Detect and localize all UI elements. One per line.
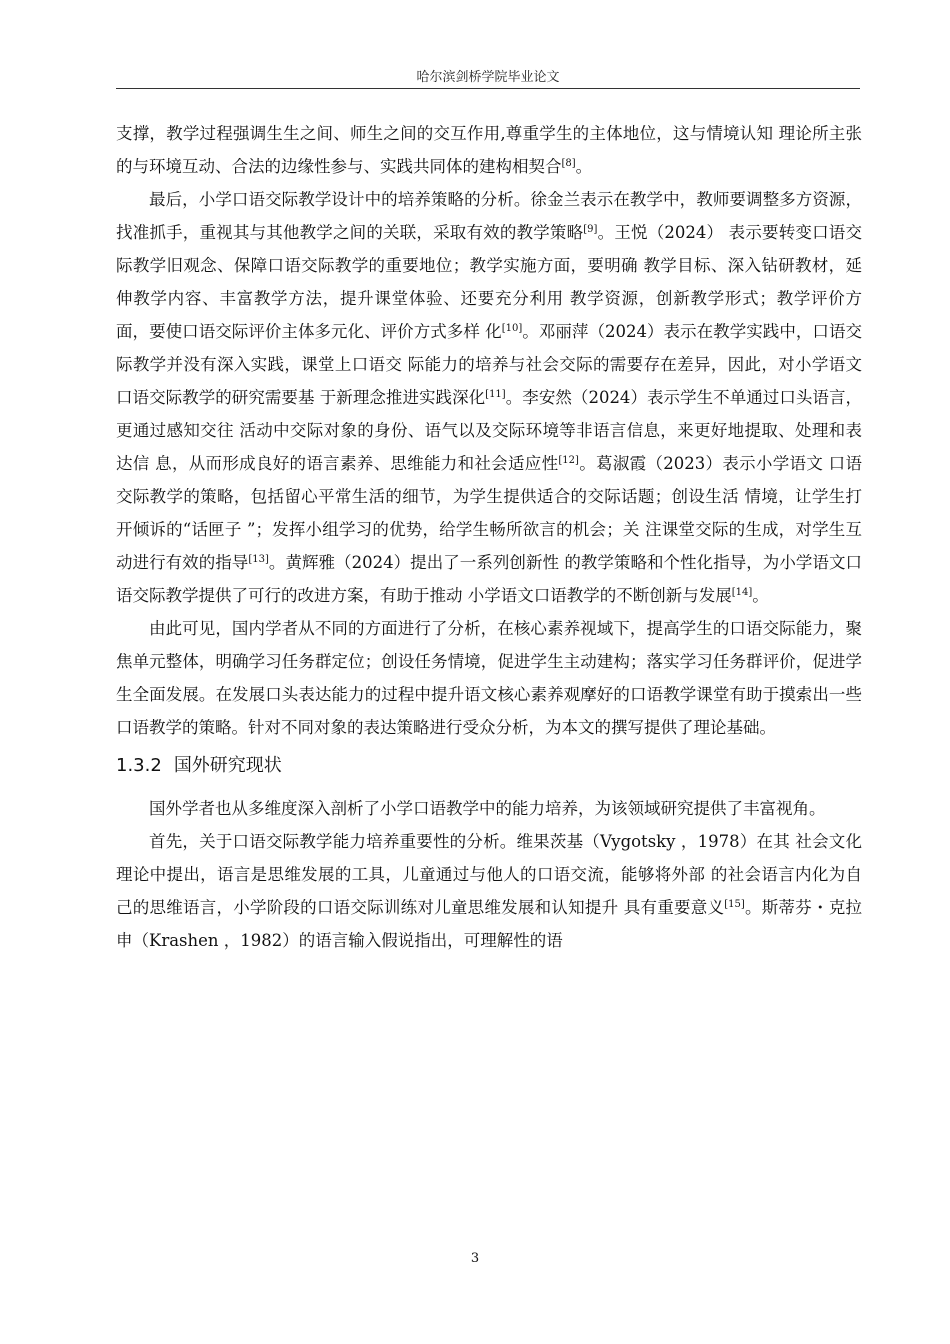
paragraph-text: 支撑，教学过程强调生生之间、师生之间的交互作用,尊重学生的主体地位，这与情境认知 理论所主张的与环境互动、合法的边缘性参与、实践共同体的建构相契合 [116,124,862,176]
citation-mark: [11] [485,389,506,400]
citation-mark: [13] [248,554,269,565]
paragraph-text: 。 [752,586,769,605]
paragraph-text: 首先，关于口语交际教学能力培养重要性的分析。维果茨基（Vygotsky ，1978）在其 社会文化理论中提出，语言是思维发展的工具，儿童通过与他人的口语交流，能够将外部 的社会语言内化为自己的思维语言，小学阶段的口语交际训练对儿童思维发展和认知提升 具有重要意义 [116,832,862,917]
paragraph-text: 最后，小学口语交际教学设计中的培养策略的分析。徐金兰表示在教学中，教师要调整多方资源，找准抓手，重视其与其他教学之间的关联，采取有效的教学策略 [116,190,862,242]
running-header: 哈尔滨剑桥学院毕业论文 [416,70,560,85]
section-number: 1.3.2 [116,755,162,776]
section-title: 国外研究现状 [173,755,282,776]
paragraph-text: 。葛淑霞（2023）表示小学语文 口语交际教学的策略，包括留心平常生活的细节，为学生提供适合的交际话题；创设生活 情境，让学生打开倾诉的“话匣子 ”；发挥小组学习的优势，给学生畅所欲言的机会；关 注课堂交际的生成，对学生互动进行有效的指导 [116,454,862,572]
paragraph [116,792,862,825]
paragraph-text: 。黄辉雅（2024）提出了一系列创新性 的教学策略和个性化指导，为小学语文口语交际教学提供了可行的改进方案，有助于推动 小学语文口语教学的不断创新与发展 [116,553,862,605]
page-number: 3 [470,1251,480,1266]
citation-mark: [9] [583,224,598,235]
section-heading [116,749,862,783]
paragraph-text: 。王悦（2024） 表示要转变口语交际教学旧观念、保障口语交际教学的重要地位；教学实施方面，要明确 教学目标、深入钻研教材，延伸教学内容、丰富教学方法，提升课堂体验、还要充分利用 教学资源，创新教学形式；教学评价方面，要使口语交际评价主体多元化、评价方式多样 化 [116,223,862,341]
citation-mark: [12] [558,455,579,466]
foreign-research-paragraphs [116,792,862,957]
citation-mark: [10] [501,323,523,334]
body-content [116,117,862,957]
paragraph-text: 。李安然（2024）表示学生不单通过口头语言，更通过感知交往 活动中交际对象的身份、语气以及交际环境等非语言信息，来更好地提取、处理和表达信 息，从而形成良好的语言素养、思维能力和社会适应性 [116,388,862,473]
paragraph [116,117,862,183]
paragraph [116,183,862,612]
paragraph [116,825,862,957]
paragraph-text: 由此可见，国内学者从不同的方面进行了分析，在核心素养视域下，提高学生的口语交际能力，聚焦单元整体，明确学习任务群定位；创设任务情境，促进学生主动建构；落实学习任务群评价，促进学生全面发展。在发展口头表达能力的过程中提升语文核心素养观摩好的口语教学课堂有助于摸索出一些口语教学的策略。针对不同对象的表达策略进行受众分析，为本文的撰写提供了理论基础。 [116,619,862,737]
paragraph-text: 。 [575,157,593,176]
domestic-research-paragraphs [116,117,862,744]
paragraph-text: 。邓丽萍（2024）表示在教学实践中，口语交际教学并没有深入实践，课堂上口语交 际能力的培养与社会交际的需要存在差异，因此，对小学语文口语交际教学的研究需要基 于新理念推进实践深化 [116,322,863,407]
paragraph-text: 国外学者也从多维度深入剖析了小学口语教学中的能力培养，为该领域研究提供了丰富视角。 [149,799,826,818]
header-rule [116,88,860,89]
citation-mark: [15] [724,899,745,910]
citation-mark: [14] [731,587,753,598]
paragraph [116,612,862,744]
citation-mark: [8] [561,158,576,169]
paragraph-text: 。斯蒂芬・克拉申（Krashen ，1982）的语言输入假说指出，可理解性的语 [116,898,863,950]
